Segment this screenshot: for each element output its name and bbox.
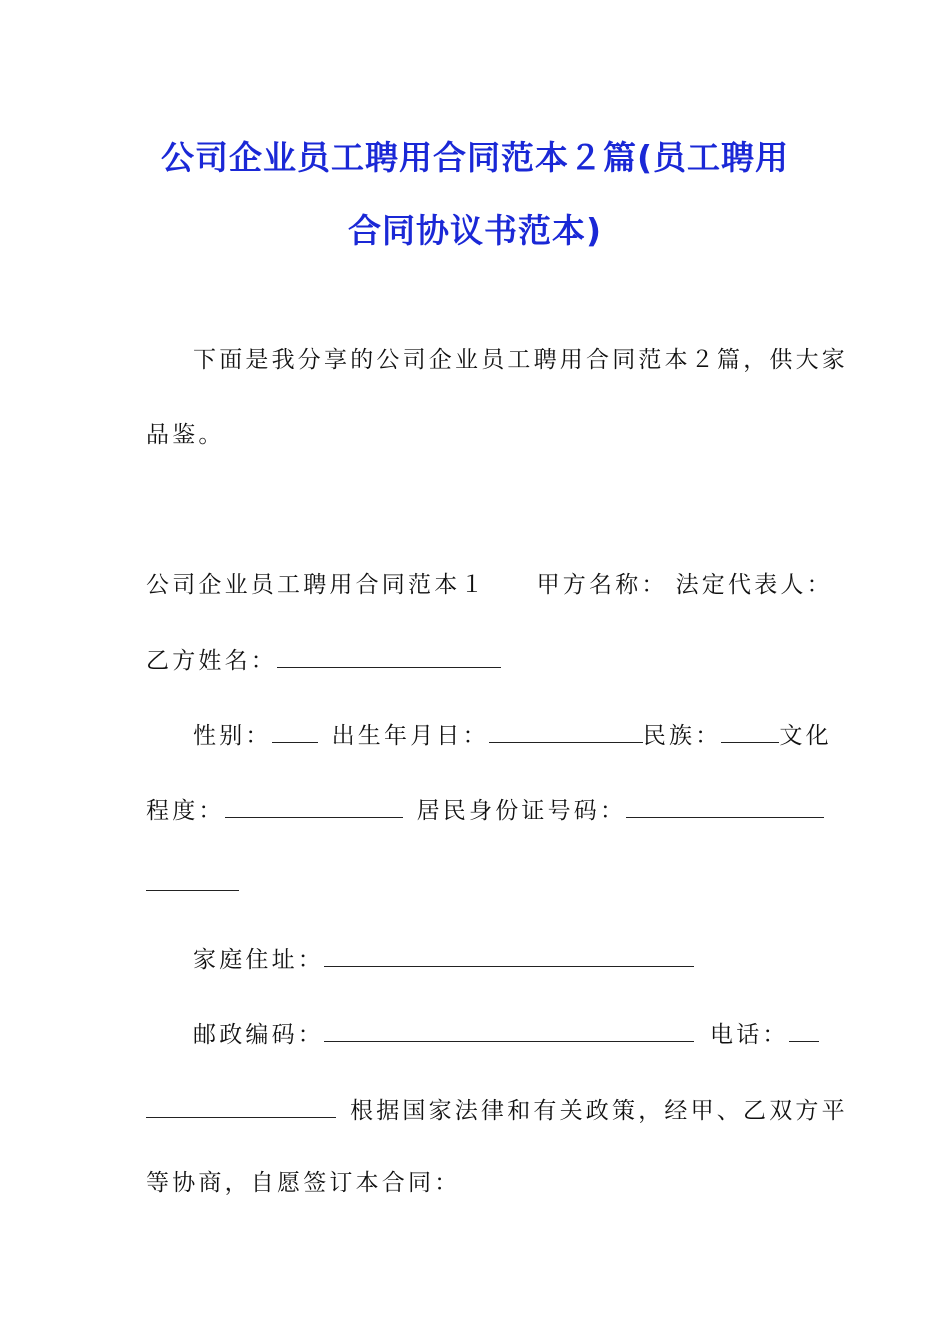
postcode-phone-line <box>193 1019 819 1050</box>
id-number-blank <box>626 795 824 818</box>
basis-line-2: 等协商，自愿签订本合同： <box>146 1170 461 1196</box>
contract-basis-text-1: 根据国家法律和有关政策，经甲、乙双方平 <box>350 1098 848 1124</box>
education-label-part-1: 文化 <box>779 723 832 749</box>
birth-date-blank <box>489 720 643 743</box>
contract-heading-line <box>146 570 833 600</box>
document-title-line-1: 公司企业员工聘用合同范本２篇(员工聘用 <box>160 138 790 177</box>
home-address-blank <box>324 944 694 967</box>
postcode-label: 邮政编码： <box>193 1022 324 1048</box>
gender-birth-line <box>193 720 832 751</box>
gender-blank <box>272 720 318 743</box>
party-b-name-line <box>146 645 501 676</box>
home-address-label: 家庭住址： <box>193 947 324 973</box>
id-number-continuation-line <box>146 868 239 899</box>
party-b-name-label: 乙方姓名： <box>146 648 277 674</box>
ethnicity-label: 民族： <box>642 723 722 749</box>
education-blank <box>225 795 403 818</box>
id-number-label: 居民身份证号码： <box>416 798 627 824</box>
education-id-line <box>146 795 824 826</box>
basis-line-1 <box>146 1095 848 1126</box>
intro-paragraph-line-1: 下面是我分享的公司企业员工聘用合同范本２篇，供大家 <box>193 347 848 373</box>
phone-blank <box>789 1019 819 1042</box>
document-title-line-2: 合同协议书范本) <box>347 211 603 250</box>
address-line <box>193 944 694 975</box>
phone-label: 电话： <box>710 1022 789 1048</box>
id-number-blank-continued <box>146 868 239 891</box>
party-b-name-blank <box>277 645 501 668</box>
education-label-part-2: 程度： <box>146 798 225 824</box>
party-a-name-label: 甲方名称： <box>536 572 668 598</box>
ethnicity-blank <box>721 720 779 743</box>
birth-date-label: 出生年月日： <box>331 723 489 749</box>
legal-representative-label: 法定代表人： <box>675 572 833 598</box>
intro-paragraph-line-2: 品鉴。 <box>146 422 225 448</box>
phone-blank-continued <box>146 1095 336 1118</box>
postcode-blank <box>324 1019 694 1042</box>
contract-heading: 公司企业员工聘用合同范本１ <box>146 572 487 598</box>
gender-label: 性别： <box>193 723 272 749</box>
